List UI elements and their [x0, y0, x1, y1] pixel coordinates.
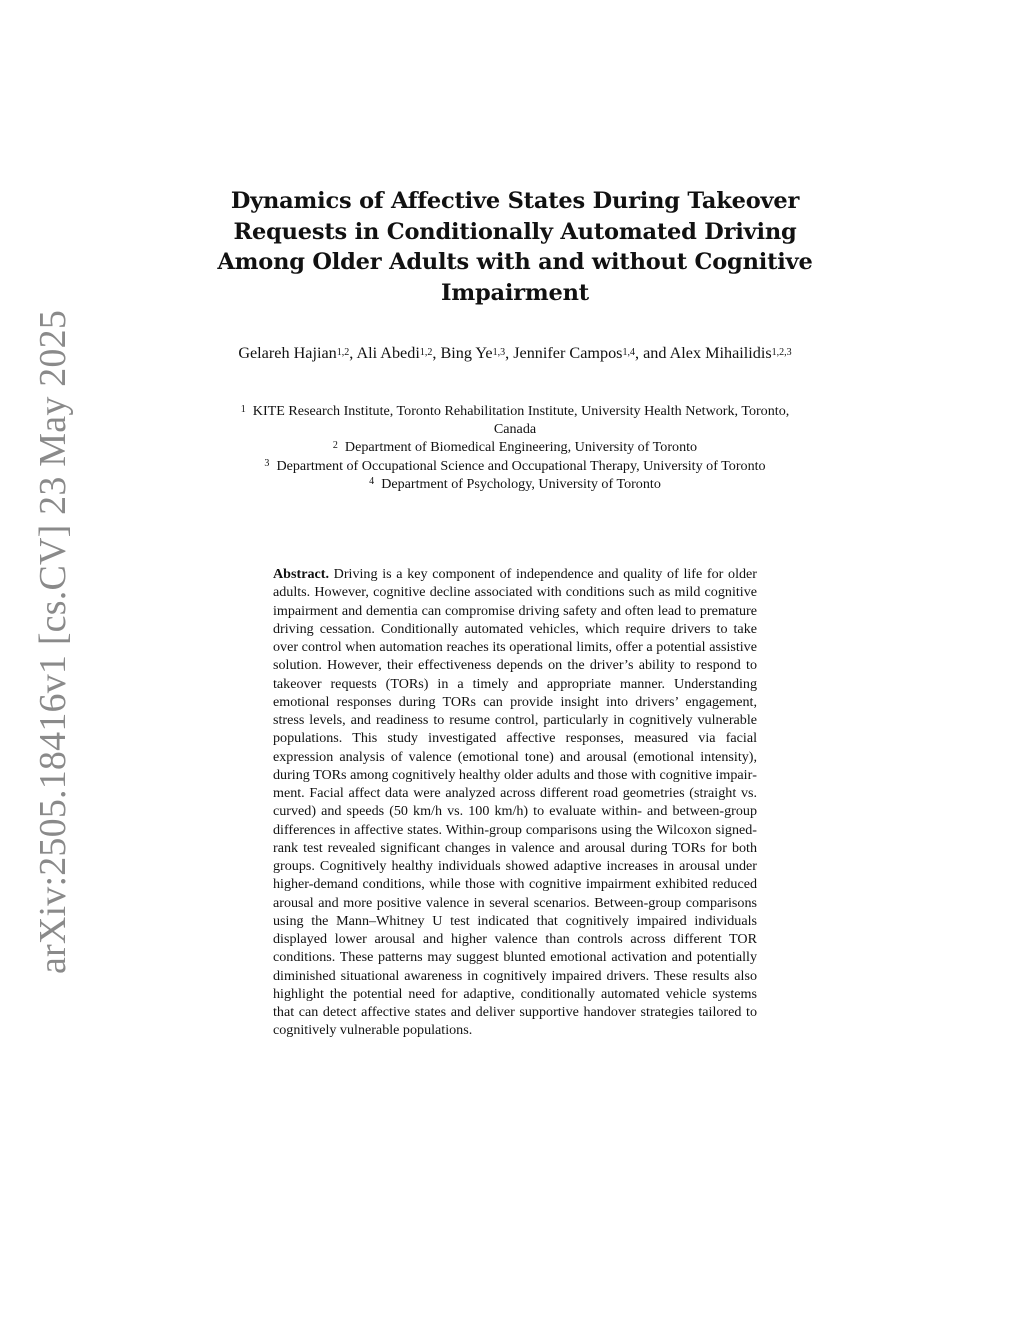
author — [238, 344, 349, 362]
affiliation — [232, 457, 798, 475]
affiliation-number: 4 — [369, 476, 375, 488]
author-affiliation-marker: 1,2 — [419, 346, 433, 358]
author — [356, 344, 432, 362]
affiliation — [232, 402, 798, 438]
author-name: Alex Mihailidis — [669, 344, 772, 362]
author-separator: , — [505, 344, 514, 362]
affiliation — [232, 475, 798, 493]
affiliation-text: KITE Research Institute, Toronto Rehabilitation Institute, University Health Network, Toronto, Canada — [252, 403, 790, 438]
author-affiliation-marker: 1,4 — [622, 346, 635, 358]
affiliation-text: Department of Occupational Science and Occupational Therapy, University of Toronto — [276, 457, 766, 474]
author-separator: , and — [634, 344, 670, 362]
affiliation-number: 1 — [240, 403, 246, 415]
author-separator: , — [432, 344, 441, 362]
author-list — [220, 343, 810, 363]
arxiv-identifier-stamp — [29, 309, 77, 975]
abstract-label: Abstract. — [273, 566, 329, 582]
author-affiliation-marker: 1,3 — [492, 346, 506, 358]
author — [440, 344, 505, 362]
affiliation-text: Department of Psychology, University of Toronto — [381, 475, 661, 492]
affiliation-list — [232, 402, 798, 493]
author — [670, 344, 792, 362]
affiliation — [232, 438, 798, 456]
author-name: Jennifer Campos — [513, 344, 623, 362]
affiliation-number: 3 — [264, 458, 270, 470]
author-separator: , — [349, 344, 357, 362]
author-affiliation-marker: 1,2,3 — [771, 346, 792, 358]
author-name: Ali Abedi — [356, 344, 420, 362]
author-name: Gelareh Hajian — [238, 344, 337, 362]
affiliation-text: Department of Biomedical Engineering, University of Toronto — [344, 439, 698, 456]
abstract — [273, 565, 757, 1040]
author — [513, 344, 635, 362]
author-name: Bing Ye — [440, 344, 493, 362]
abstract-text: Driving is a key component of independence and quality of life for older adults. However, cognitive decline associated with conditions such as mild cognitive impairment and dementia can compromise driving safety and often lead to premature driving cessation. Conditionally automated vehicles, which require drivers to take over control when automation reaches its operational limits, offer a potential assistive solution. However, their effectiveness depends on the driver’s ability to respond to takeover requests (TORs) in a timely and appropriate manner. Understanding emotional responses during TORs can provide insight into drivers’ engagement, stress levels, and readiness to resume control, particularly in cognitively vulnerable populations. This study investigated affective responses, measured via facial expression analysis of valence (emotional tone) and arousal (emotional intensity), during TORs among cognitively healthy older adults and those with cognitive impairment. Facial affect data were analyzed across different road geometries (straight vs. curved) and speeds (50 km/h vs. 100 km/h) to evaluate within- and between-group differences in affective states. Within-group comparisons using the Wilcoxon signed-rank test revealed significant changes in valence and arousal during TORs for both groups. Cognitively healthy individuals showed adaptive increases in arousal under higher-demand conditions, while those with cognitive impairment exhibited reduced arousal and more positive valence in several scenarios. Between-group comparisons using the Mann–Whitney U test indicated that cognitively impaired individuals displayed lower arousal and higher valence than controls across different TOR conditions. These patterns may suggest blunted emotional activation and potentially diminished situational awareness in cognitively impaired drivers. These results also highlight the potential need for adaptive, conditionally automated vehicle systems that can detect affective states and deliver supportive handover strategies tailored to cognitively vulnerable populations. — [273, 566, 757, 1039]
paper-title: Dynamics of Affective States During Takeover Requests in Conditionally Automated Driving Among Older Adults with and without Cognitive Impairment — [217, 188, 813, 306]
author-affiliation-marker: 1,2 — [336, 346, 350, 358]
arxiv-identifier-text: arXiv:2505.18416v1 [cs.CV] 23 May 2025 — [32, 309, 74, 975]
affiliation-number: 2 — [332, 439, 338, 451]
